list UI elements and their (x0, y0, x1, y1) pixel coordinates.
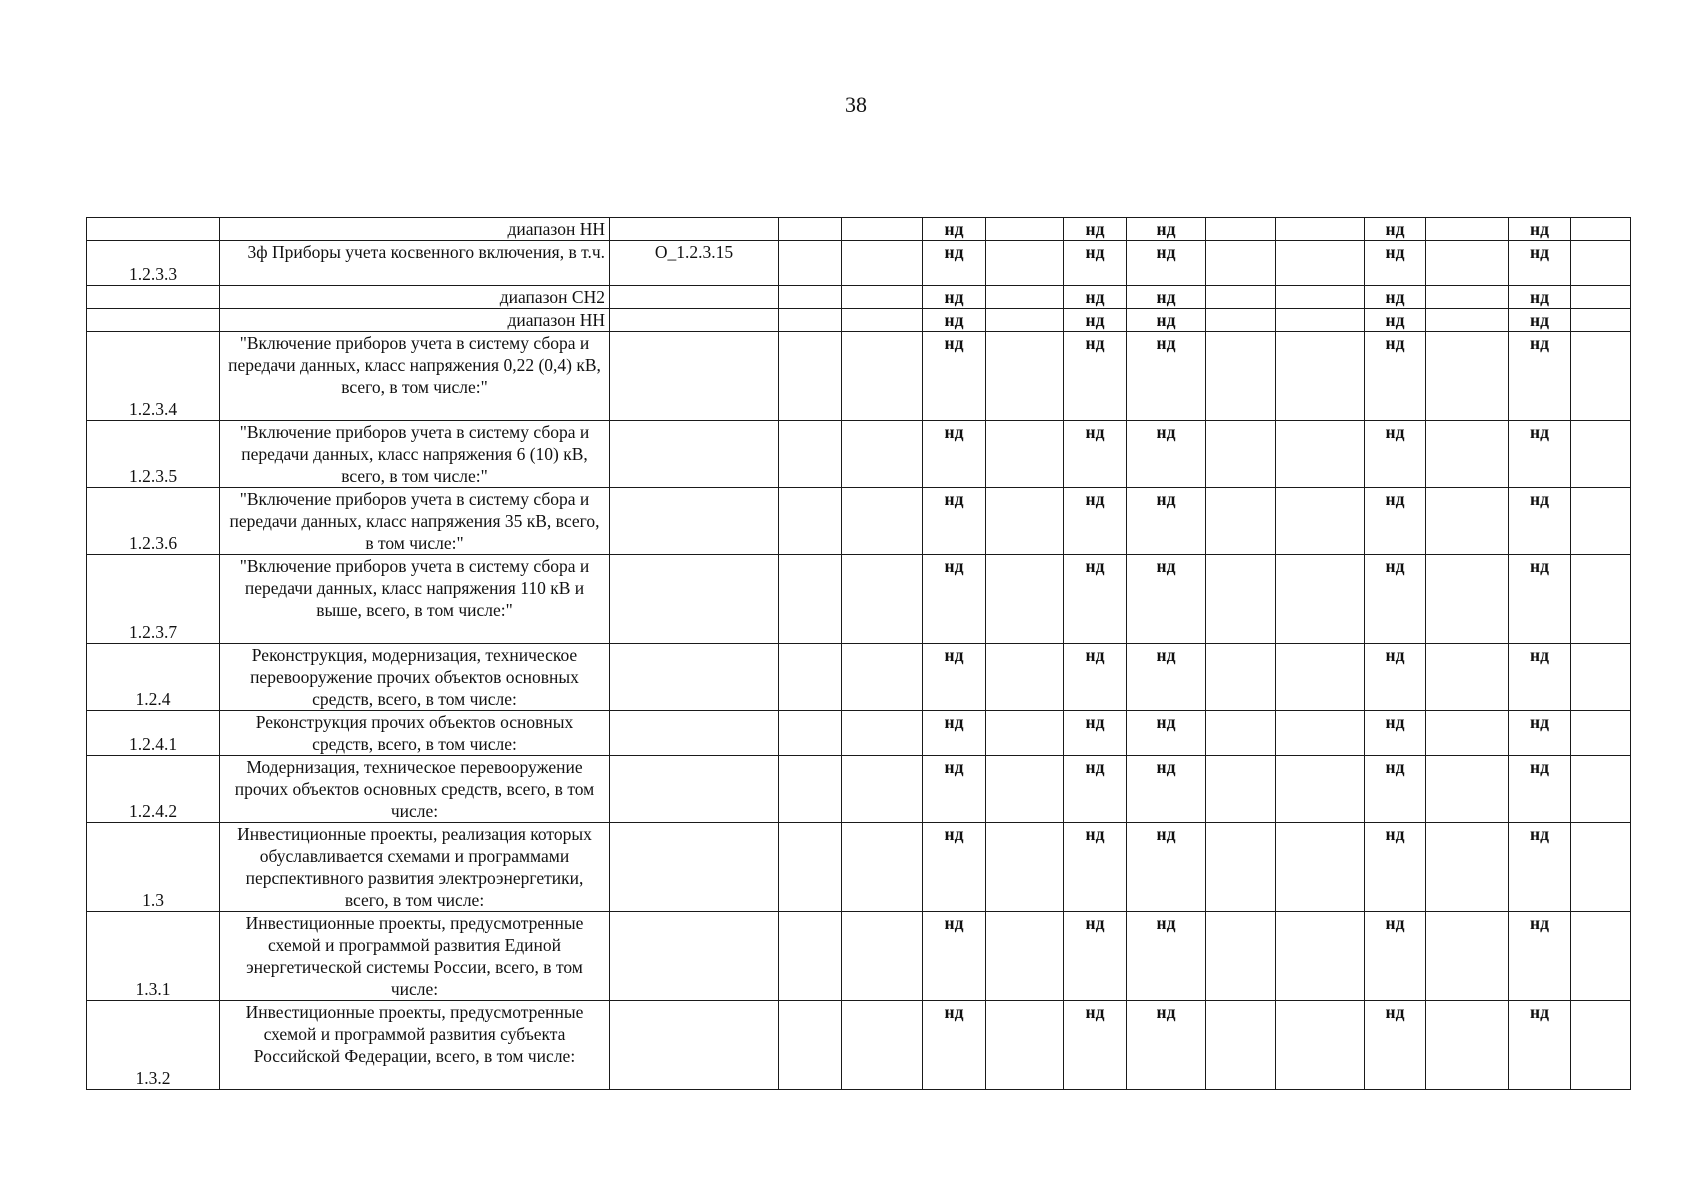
table-row (87, 309, 1631, 332)
value-cell: нд (1365, 912, 1426, 1001)
empty-cell (1206, 218, 1276, 241)
row-code (610, 644, 779, 711)
value-cell: нд (1365, 241, 1426, 286)
table-row (87, 823, 1631, 912)
row-description: Реконструкция, модернизация, техническое перевооружение прочих объектов основных средств, всего, в том числе: (220, 644, 610, 711)
empty-cell (986, 241, 1064, 286)
empty-cell (1206, 286, 1276, 309)
empty-cell (986, 1001, 1064, 1090)
table-row (87, 555, 1631, 644)
table-row (87, 756, 1631, 823)
value-cell: нд (1365, 644, 1426, 711)
row-number: 1.2.3.4 (87, 332, 220, 421)
empty-cell (1571, 823, 1631, 912)
empty-cell (842, 644, 923, 711)
value-cell: нд (1127, 286, 1206, 309)
value-cell: нд (1365, 555, 1426, 644)
empty-cell (986, 218, 1064, 241)
table-row (87, 488, 1631, 555)
value-cell: нд (923, 912, 986, 1001)
empty-cell (1426, 218, 1509, 241)
empty-cell (986, 488, 1064, 555)
empty-cell (1276, 488, 1365, 555)
empty-cell (779, 711, 842, 756)
value-cell: нд (1127, 756, 1206, 823)
row-number: 1.2.3.5 (87, 421, 220, 488)
empty-cell (1571, 555, 1631, 644)
value-cell: нд (1365, 711, 1426, 756)
empty-cell (842, 823, 923, 912)
empty-cell (1426, 421, 1509, 488)
value-cell: нд (1509, 711, 1571, 756)
row-number: 1.2.4.2 (87, 756, 220, 823)
row-number: 1.3.1 (87, 912, 220, 1001)
row-code (610, 286, 779, 309)
value-cell: нд (1127, 711, 1206, 756)
row-description: "Включение приборов учета в систему сбора и передачи данных, класс напряжения 0,22 (0,4) кВ, всего, в том числе:" (220, 332, 610, 421)
table-row (87, 332, 1631, 421)
value-cell: нд (1509, 309, 1571, 332)
empty-cell (986, 286, 1064, 309)
value-cell: нд (1365, 218, 1426, 241)
empty-cell (779, 241, 842, 286)
value-cell: нд (1365, 1001, 1426, 1090)
empty-cell (1276, 1001, 1365, 1090)
empty-cell (779, 421, 842, 488)
row-description: Инвестиционные проекты, предусмотренные схемой и программой развития субъекта Российской Федерации, всего, в том числе: (220, 1001, 610, 1090)
value-cell: нд (1064, 644, 1127, 711)
empty-cell (1571, 644, 1631, 711)
value-cell: нд (923, 332, 986, 421)
value-cell: нд (1509, 488, 1571, 555)
empty-cell (986, 332, 1064, 421)
empty-cell (1276, 756, 1365, 823)
row-number: 1.2.3.7 (87, 555, 220, 644)
empty-cell (842, 332, 923, 421)
empty-cell (779, 644, 842, 711)
empty-cell (779, 1001, 842, 1090)
empty-cell (1571, 218, 1631, 241)
value-cell: нд (1509, 421, 1571, 488)
row-number: 1.2.4 (87, 644, 220, 711)
value-cell: нд (923, 488, 986, 555)
empty-cell (842, 241, 923, 286)
row-description: "Включение приборов учета в систему сбора и передачи данных, класс напряжения 110 кВ и выше, всего, в том числе:" (220, 555, 610, 644)
empty-cell (1206, 241, 1276, 286)
value-cell: нд (1509, 555, 1571, 644)
empty-cell (842, 912, 923, 1001)
empty-cell (1206, 756, 1276, 823)
value-cell: нд (1064, 309, 1127, 332)
empty-cell (1571, 241, 1631, 286)
empty-cell (1276, 421, 1365, 488)
row-number: 1.3.2 (87, 1001, 220, 1090)
empty-cell (986, 421, 1064, 488)
value-cell: нд (923, 286, 986, 309)
empty-cell (1426, 711, 1509, 756)
value-cell: нд (1064, 756, 1127, 823)
row-number (87, 309, 220, 332)
row-number: 1.2.4.1 (87, 711, 220, 756)
value-cell: нд (923, 823, 986, 912)
value-cell: нд (1064, 286, 1127, 309)
value-cell: нд (1127, 823, 1206, 912)
empty-cell (1276, 711, 1365, 756)
value-cell: нд (923, 241, 986, 286)
empty-cell (1426, 823, 1509, 912)
value-cell: нд (1127, 644, 1206, 711)
empty-cell (842, 309, 923, 332)
empty-cell (842, 711, 923, 756)
empty-cell (1426, 912, 1509, 1001)
empty-cell (1206, 309, 1276, 332)
value-cell: нд (1127, 218, 1206, 241)
empty-cell (1206, 555, 1276, 644)
value-cell: нд (1064, 218, 1127, 241)
row-description: диапазон СН2 (220, 286, 610, 309)
value-cell: нд (1509, 644, 1571, 711)
value-cell: нд (923, 555, 986, 644)
empty-cell (1571, 488, 1631, 555)
empty-cell (779, 912, 842, 1001)
empty-cell (1276, 286, 1365, 309)
value-cell: нд (1064, 332, 1127, 421)
value-cell: нд (1127, 309, 1206, 332)
empty-cell (1206, 488, 1276, 555)
empty-cell (986, 711, 1064, 756)
row-description: 3ф Приборы учета косвенного включения, в т.ч. (220, 241, 610, 286)
row-code (610, 309, 779, 332)
empty-cell (779, 555, 842, 644)
row-description: "Включение приборов учета в систему сбора и передачи данных, класс напряжения 6 (10) кВ, всего, в том числе:" (220, 421, 610, 488)
empty-cell (1426, 241, 1509, 286)
table-row (87, 421, 1631, 488)
empty-cell (842, 286, 923, 309)
row-number: 1.2.3.6 (87, 488, 220, 555)
empty-cell (986, 644, 1064, 711)
page-number: 38 (845, 92, 867, 117)
row-code (610, 555, 779, 644)
row-description: Реконструкция прочих объектов основных средств, всего, в том числе: (220, 711, 610, 756)
row-code: О_1.2.3.15 (610, 241, 779, 286)
row-description: Модернизация, техническое перевооружение прочих объектов основных средств, всего, в том числе: (220, 756, 610, 823)
empty-cell (1426, 644, 1509, 711)
value-cell: нд (1127, 488, 1206, 555)
empty-cell (1571, 1001, 1631, 1090)
empty-cell (842, 555, 923, 644)
value-cell: нд (1127, 421, 1206, 488)
empty-cell (986, 756, 1064, 823)
empty-cell (1571, 332, 1631, 421)
empty-cell (1276, 241, 1365, 286)
empty-cell (1276, 309, 1365, 332)
empty-cell (986, 555, 1064, 644)
empty-cell (1426, 555, 1509, 644)
value-cell: нд (923, 1001, 986, 1090)
empty-cell (1571, 756, 1631, 823)
value-cell: нд (1064, 823, 1127, 912)
row-number: 1.2.3.3 (87, 241, 220, 286)
empty-cell (1426, 286, 1509, 309)
value-cell: нд (1509, 241, 1571, 286)
empty-cell (1276, 912, 1365, 1001)
value-cell: нд (1365, 286, 1426, 309)
value-cell: нд (1127, 241, 1206, 286)
empty-cell (1206, 644, 1276, 711)
empty-cell (842, 756, 923, 823)
empty-cell (779, 286, 842, 309)
table-row (87, 644, 1631, 711)
table-row (87, 912, 1631, 1001)
empty-cell (1426, 1001, 1509, 1090)
value-cell: нд (923, 711, 986, 756)
value-cell: нд (1064, 711, 1127, 756)
empty-cell (1571, 421, 1631, 488)
value-cell: нд (923, 421, 986, 488)
empty-cell (1571, 309, 1631, 332)
row-description: "Включение приборов учета в систему сбора и передачи данных, класс напряжения 35 кВ, всего, в том числе:" (220, 488, 610, 555)
value-cell: нд (1365, 488, 1426, 555)
empty-cell (1571, 286, 1631, 309)
value-cell: нд (1064, 421, 1127, 488)
empty-cell (779, 332, 842, 421)
table-row (87, 711, 1631, 756)
value-cell: нд (1509, 912, 1571, 1001)
empty-cell (842, 218, 923, 241)
empty-cell (986, 823, 1064, 912)
row-code (610, 711, 779, 756)
row-code (610, 912, 779, 1001)
row-code (610, 823, 779, 912)
value-cell: нд (1127, 555, 1206, 644)
empty-cell (1426, 309, 1509, 332)
table-row (87, 241, 1631, 286)
empty-cell (1206, 823, 1276, 912)
empty-cell (1571, 912, 1631, 1001)
value-cell: нд (1127, 1001, 1206, 1090)
empty-cell (1276, 218, 1365, 241)
empty-cell (1426, 332, 1509, 421)
empty-cell (779, 309, 842, 332)
value-cell: нд (1509, 332, 1571, 421)
value-cell: нд (1509, 218, 1571, 241)
empty-cell (1206, 711, 1276, 756)
empty-cell (842, 488, 923, 555)
empty-cell (842, 421, 923, 488)
row-description: диапазон НН (220, 218, 610, 241)
value-cell: нд (1365, 332, 1426, 421)
value-cell: нд (1365, 309, 1426, 332)
value-cell: нд (1064, 1001, 1127, 1090)
value-cell: нд (1064, 912, 1127, 1001)
value-cell: нд (923, 756, 986, 823)
table-row (87, 218, 1631, 241)
row-code (610, 488, 779, 555)
value-cell: нд (1365, 823, 1426, 912)
row-description: диапазон НН (220, 309, 610, 332)
empty-cell (1276, 823, 1365, 912)
value-cell: нд (1509, 823, 1571, 912)
empty-cell (1206, 421, 1276, 488)
row-number: 1.3 (87, 823, 220, 912)
value-cell: нд (1365, 756, 1426, 823)
value-cell: нд (923, 218, 986, 241)
row-number (87, 218, 220, 241)
value-cell: нд (1064, 241, 1127, 286)
empty-cell (779, 218, 842, 241)
empty-cell (1206, 332, 1276, 421)
value-cell: нд (1127, 912, 1206, 1001)
empty-cell (779, 756, 842, 823)
table-row (87, 286, 1631, 309)
empty-cell (779, 488, 842, 555)
empty-cell (1276, 644, 1365, 711)
empty-cell (1206, 912, 1276, 1001)
investment-table (86, 217, 1631, 1090)
empty-cell (1276, 555, 1365, 644)
empty-cell (986, 309, 1064, 332)
value-cell: нд (1064, 555, 1127, 644)
value-cell: нд (1509, 756, 1571, 823)
value-cell: нд (1509, 286, 1571, 309)
row-code (610, 218, 779, 241)
empty-cell (779, 823, 842, 912)
value-cell: нд (1365, 421, 1426, 488)
empty-cell (986, 912, 1064, 1001)
row-code (610, 332, 779, 421)
row-description: Инвестиционные проекты, реализация которых обуславливается схемами и программами перспективного развития электроэнергетики, всего, в том числе: (220, 823, 610, 912)
table-row (87, 1001, 1631, 1090)
row-description: Инвестиционные проекты, предусмотренные схемой и программой развития Единой энергетической системы России, всего, в том числе: (220, 912, 610, 1001)
row-code (610, 756, 779, 823)
value-cell: нд (923, 309, 986, 332)
empty-cell (842, 1001, 923, 1090)
row-number (87, 286, 220, 309)
value-cell: нд (1509, 1001, 1571, 1090)
empty-cell (1426, 488, 1509, 555)
value-cell: нд (923, 644, 986, 711)
value-cell: нд (1064, 488, 1127, 555)
row-code (610, 1001, 779, 1090)
row-code (610, 421, 779, 488)
empty-cell (1571, 711, 1631, 756)
empty-cell (1206, 1001, 1276, 1090)
value-cell: нд (1127, 332, 1206, 421)
empty-cell (1426, 756, 1509, 823)
empty-cell (1276, 332, 1365, 421)
